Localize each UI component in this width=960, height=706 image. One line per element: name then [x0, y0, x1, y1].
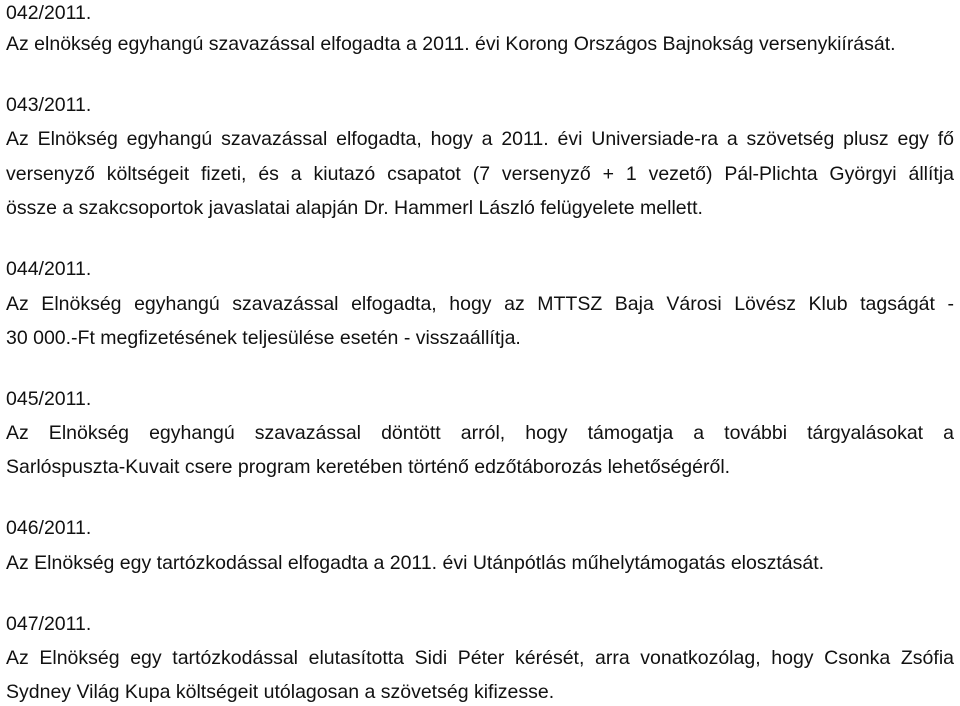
resolution-text: Az elnökség egyhangú szavazással elfogadta a 2011. évi Korong Országos Bajnokság versenykiírását.: [6, 33, 896, 55]
resolution-number: 047/2011.: [6, 613, 92, 635]
resolution-text: Az Elnökség egy tartózkodással elfogadta a 2011. évi Utánpótlás műhelytámogatás elosztását.: [6, 552, 825, 574]
resolution-number: 045/2011.: [6, 388, 92, 410]
resolution-text: Az Elnökség egyhangú szavazással elfogadta, hogy az MTTSZ Baja Városi Lövész Klub tagságát -: [6, 293, 954, 315]
resolution-text: versenyző költségeit fizeti, és a kiutazó csapatot (7 versenyző + 1 vezető) Pál-Plichta Györgyi állítja: [6, 163, 954, 185]
resolution-number: 042/2011.: [6, 2, 92, 24]
resolution-text: Az Elnökség egyhangú szavazással döntött arról, hogy támogatja a további tárgyalásokat a: [6, 422, 954, 444]
resolution-number: 046/2011.: [6, 517, 92, 539]
resolution-text: 30 000.-Ft megfizetésének teljesülése esetén - visszaállítja.: [6, 327, 521, 349]
resolution-number: 043/2011.: [6, 94, 92, 116]
resolution-text: Az Elnökség egy tartózkodással elutasította Sidi Péter kérését, arra vonatkozólag, hogy Csonka Zsófia: [6, 647, 954, 669]
resolution-text: Az Elnökség egyhangú szavazással elfogadta, hogy a 2011. évi Universiade-ra a szövetség plusz egy fő: [6, 128, 954, 150]
resolution-text: Sydney Világ Kupa költségeit utólagosan a szövetség kifizesse.: [6, 681, 555, 703]
resolution-text: Sarlóspuszta-Kuvait csere program keretében történő edzőtáborozás lehetőségéről.: [6, 456, 731, 478]
resolution-number: 044/2011.: [6, 258, 92, 280]
resolution-text: össze a szakcsoportok javaslatai alapján Dr. Hammerl László felügyelete mellett.: [6, 197, 703, 219]
